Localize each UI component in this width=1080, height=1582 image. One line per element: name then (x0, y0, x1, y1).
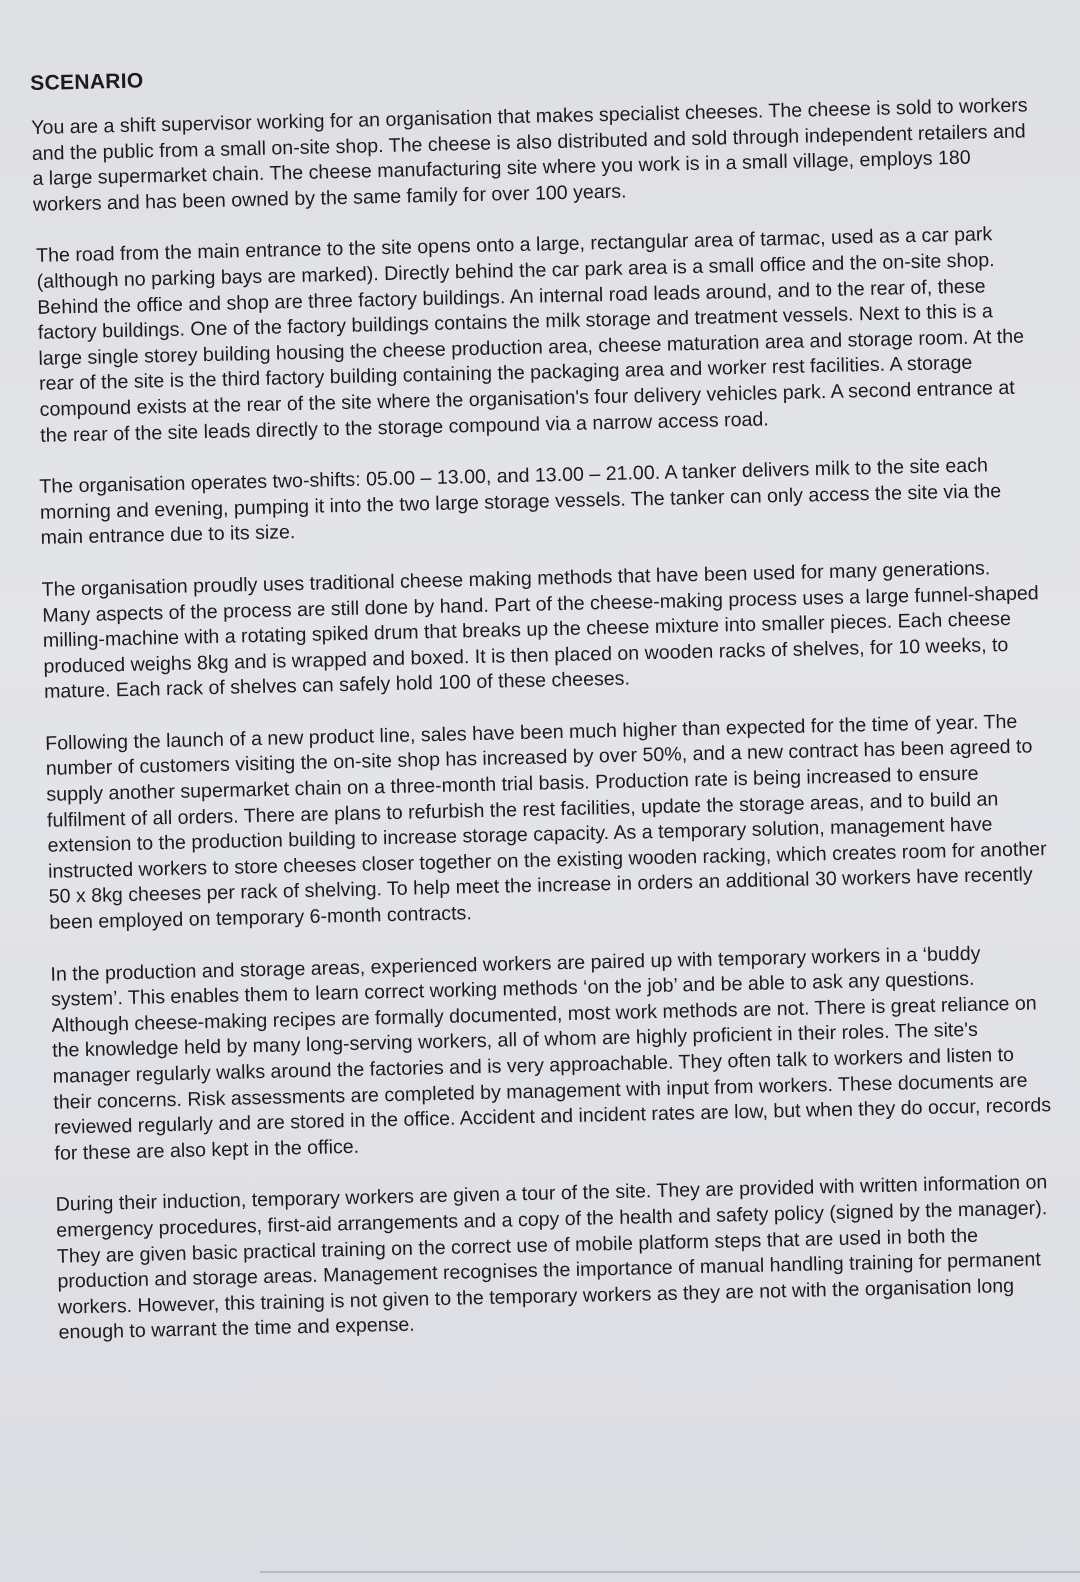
paragraph-site-layout: The road from the main entrance to the site opens onto a large, rectangular area of tarmac, used as a car park (although no parking bays are marked). Directly behind the car park area is a small office and the on-site shop. Behind the office and shop are three factory buildings. An internal road leads around, and to the rear of, these factory buildings. One of the factory buildings contains the milk storage and treatment vessels. Next to this is a large single storey building housing the cheese production area, cheese maturation area and storage room. At the rear of the site is the third factory building containing the packaging area and worker rest facilities. A storage compound exists at the rear of the site where the organisation's four delivery vehicles park. A second entrance at the rear of the site leads directly to the storage compound via a narrow access road. (35, 223, 1025, 447)
page-edge-divider (260, 1571, 1080, 1573)
document-heading: SCENARIO (30, 69, 144, 95)
paragraph-intro: You are a shift supervisor working for an organisation that makes specialist cheeses. The cheese is sold to workers and the public from a small on-site shop. The cheese is also distributed and sold through independent retailers and a large supermarket chain. The cheese manufacturing site where you work is in a small village, employs 180 workers and has been owned by the same family for over 100 years. (31, 94, 1028, 216)
paragraph-induction: During their induction, temporary workers are given a tour of the site. They are provided with written information on emergency procedures, first-aid arrangements and a copy of the health and safety policy (signed by the manager). They are given basic practical training on the correct use of mobile platform steps that are used in both the production and storage areas. Management recognises the importance of manual handling training for permanent workers. However, this training is not given to the temporary workers as they are not with the organisation long enough to warrant the time and expense. (55, 1171, 1048, 1345)
scenario-document (30, 49, 1059, 1346)
paragraph-buddy-system: In the production and storage areas, experienced workers are paired up with temporary workers in a ‘buddy system’. This enables them to learn correct working methods ‘on the job’ and be able to ask any questions. Although cheese-making recipes are formally documented, most work methods are not. There is great reliance on the knowledge held by many long-serving workers, all of whom are highly proficient in their roles. The site's manager regularly walks around the factories and is very approachable. They often talk to workers and listen to their concerns. Risk assessments are completed by management with input from workers. These documents are reviewed regularly and are stored in the office. Accident and incident rates are low, but when they do occur, records for these are also kept in the office. (50, 942, 1052, 1165)
paragraph-shifts: The organisation operates two-shifts: 05.00 – 13.00, and 13.00 – 21.00. A tanker delivers milk to the site each morning and evening, pumping it into the two large storage vessels. The tanker can only access the site via the main entrance due to its size. (39, 454, 1002, 550)
paragraph-process: The organisation proudly uses traditional cheese making methods that have been used for many generations. Many aspects of the process are still done by hand. Part of the cheese-making process uses a large funnel-shaped milling-machine with a rotating spiked drum that breaks up the cheese mixture into smaller pieces. Each cheese produced weighs 8kg and is wrapped and boxed. It is then placed on wooden racks of shelves, for 10 weeks, to mature. Each rack of shelves can safely hold 100 of these cheeses. (41, 557, 1039, 704)
paragraph-sales-growth: Following the launch of a new product line, sales have been much higher than expected for the time of year. The number of customers visiting the on-site shop has increased by over 50%, and a new contract has been agreed to supply another supermarket chain on a three-month trial basis. Production rate is being increased to ensure fulfilment of all orders. There are plans to refurbish the rest facilities, update the storage areas, and to build an extension to the production building to increase storage capacity. As a temporary solution, management have instructed workers to store cheeses closer together on the existing wooden racking, which creates room for another 50 x 8kg cheeses per rack of shelving. To help meet the increase in orders an additional 30 workers have recently been employed on temporary 6-month contracts. (44, 710, 1047, 934)
